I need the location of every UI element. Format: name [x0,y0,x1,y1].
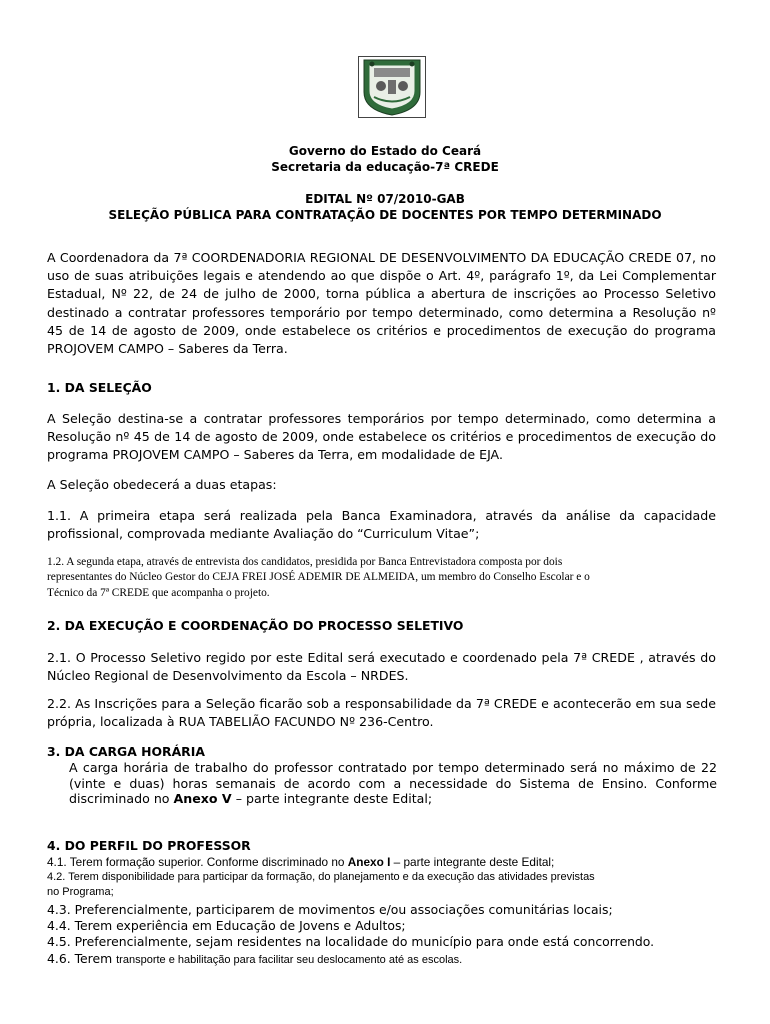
item-4-6-text-b: transporte e habilitação para facilitar seu deslocamento até as escolas. [116,954,463,966]
section-4-item-4-1 [47,855,554,869]
section-4-item-4-5: 4.5. Preferencialmente, sejam residentes na localidade do município para onde está concorrendo. [47,934,655,949]
section-1-item-1-2-line-3: Técnico da 7ª CREDE que acompanha o projeto. [47,587,270,599]
annex-i-reference: Anexo I [347,855,391,869]
section-4-item-4-4: 4.4. Terem experiência em Educação de Jovens e Adultos; [47,918,406,933]
annex-v-reference: Anexo V [173,791,232,806]
section-1-paragraph-1: A Seleção destina-se a contratar professores temporários por tempo determinado, como determina a Resolução nº 45 de 14 de agosto de 2009, onde estabelece os critérios e procedimentos de execução do programa PROJOVEM CAMPO – Saberes da Terra, em modalidade de EJA. [47,411,716,463]
edital-number: EDITAL Nº 07/2010-GAB [305,192,465,206]
section-4-title: 4. DO PERFIL DO PROFESSOR [47,838,251,853]
item-4-1-text-c: – parte integrante deste Edital; [390,855,555,869]
edital-subtitle: SELEÇÃO PÚBLICA PARA CONTRATAÇÃO DE DOCENTES POR TEMPO DETERMINADO [108,208,662,222]
section-1-item-1-1: 1.1. A primeira etapa será realizada pela Banca Examinadora, através da análise da capacidade profissional, comprovada mediante Avaliação do “Curriculum Vitae”; [47,508,716,542]
section-2-title: 2. DA EXECUÇÃO E COORDENAÇÃO DO PROCESSO SELETIVO [47,618,464,633]
section-3-title: 3. DA CARGA HORÁRIA [47,744,205,759]
section-2-item-2-1: 2.1. O Processo Seletivo regido por este Edital será executado e coordenado pela 7ª CREDE , através do Núcleo Regional de Desenvolvimento da Escola – NRDES. [47,650,716,684]
section-1-item-1-2-line-2: representantes do Núcleo Gestor do CEJA FREI JOSÉ ADEMIR DE ALMEIDA, um membro do Conselho Escolar e o [47,571,590,583]
section-4-item-4-3: 4.3. Preferencialmente, participarem de movimentos e/ou associações comunitárias locais; [47,902,613,917]
intro-paragraph: A Coordenadora da 7ª COORDENADORIA REGIONAL DE DESENVOLVIMENTO DA EDUCAÇÃO CREDE 07, no uso de suas atribuições legais e atendendo ao que dispõe o Art. 4º, parágrafo 1º, da Lei Complementar Estadual, Nº 22, de 24 de julho de 2000, torna pública a abertura de inscrições ao Processo Seletivo destinado a contratar professores temporário por tempo determinado, como determina a Resolução nº 45 de 14 de agosto de 2009, onde estabelece os critérios e procedimentos de execução do programa PROJOVEM CAMPO – Saberes da Terra. [47,250,716,357]
section-3-text-a: A carga horária de trabalho do professor contratado por tempo determinado será no máximo de 22 (vinte e duas) horas semanais de acordo com a necessidade do Sistema de Ensino. Conforme discriminado no [69,760,717,806]
section-4-item-4-2-line-2: no Programa; [47,886,114,898]
section-4-item-4-6 [47,950,462,968]
section-1-title: 1. DA SELEÇÃO [47,380,152,395]
header-secretariat: Secretaria da educação-7ª CREDE [271,160,499,174]
item-4-6-text-a: 4.6. Terem [47,951,117,966]
state-coat-of-arms-logo [358,56,426,118]
section-4-item-4-2-line-1: 4.2. Terem disponibilidade para participar da formação, do planejamento e da execução das atividades previstas [47,871,595,883]
item-4-1-text-a: 4.1. Terem formação superior. Conforme discriminado no [47,855,348,869]
section-3-text-c: – parte integrante deste Edital; [231,791,433,806]
header-government: Governo do Estado do Ceará [288,144,482,158]
section-1-paragraph-2: A Seleção obedecerá a duas etapas: [47,477,277,492]
section-1-item-1-2-line-1: 1.2. A segunda etapa, através de entrevista dos candidatos, presidida por Banca Entrevistadora composta por dois [47,556,563,568]
section-3-paragraph [69,760,717,807]
section-2-item-2-2: 2.2. As Inscrições para a Seleção ficarão sob a responsabilidade da 7ª CREDE e acontecerão em sua sede própria, localizada à RUA TABELIÃO FACUNDO Nº 236-Centro. [47,696,716,730]
